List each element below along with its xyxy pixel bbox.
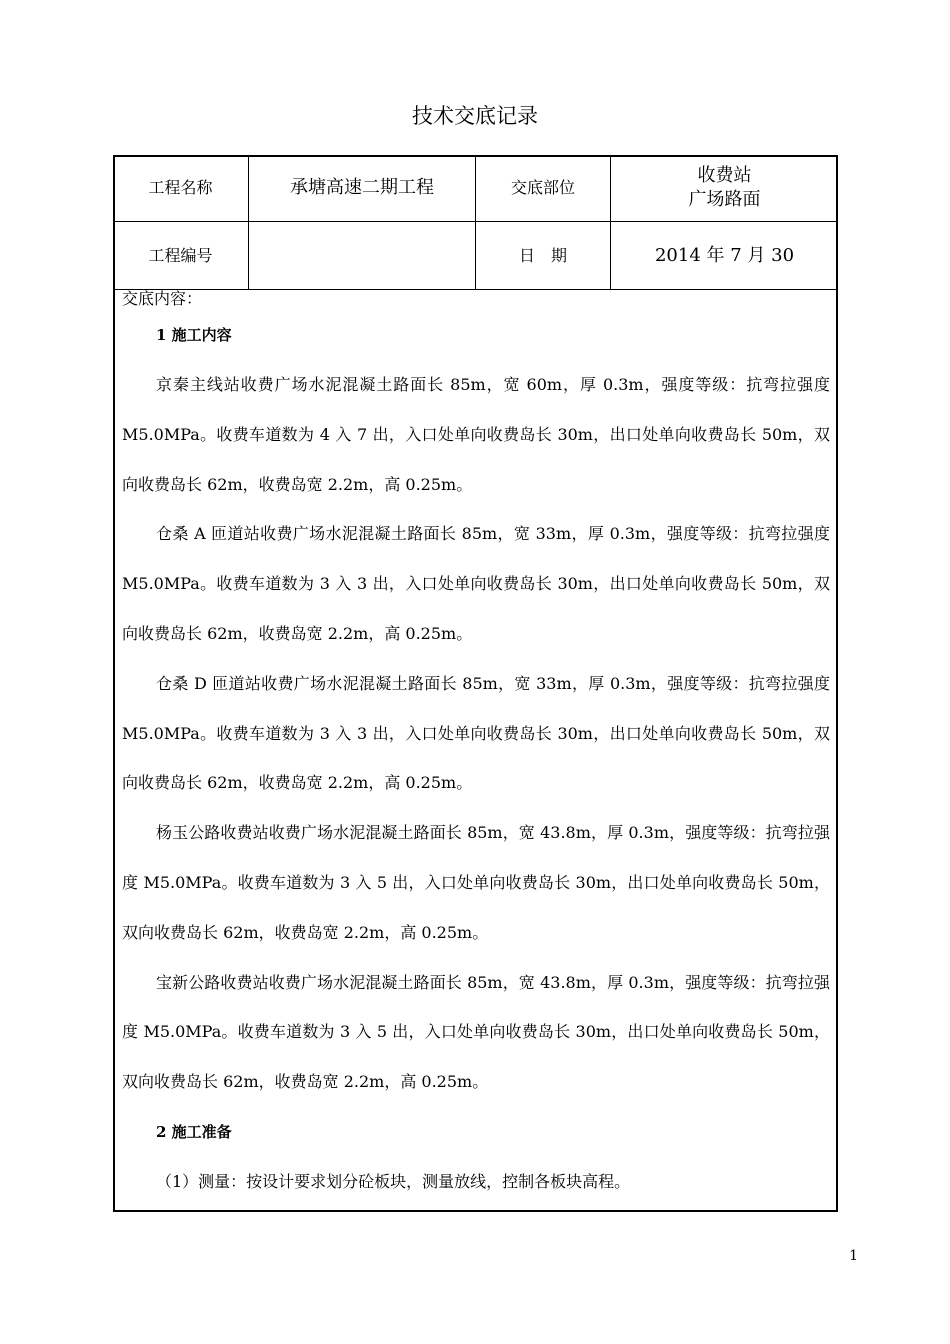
content-label: 交底内容： [122,289,203,308]
paragraph: 仓桑 A 匝道站收费广场水泥混凝土路面长 85m，宽 33m，厚 0.3m，强度等级：抗弯拉强度 M5.0MPa。收费车道数为 3 入 3 出，入口处单向收费岛长 30m，出口处单向收费岛长 50m，双向收费岛长 62m，收费岛宽 2.2m，高 0.25m。 [122,524,830,643]
project-name-value: 承塘高速二期工程 [290,177,434,198]
project-no-value [249,222,475,289]
list-item: （1）测量：按设计要求划分砼板块，测量放线，控制各板块高程。 [156,1171,631,1191]
section-heading: 2 施工准备 [156,1122,232,1141]
document-title: 技术交底记录 [412,104,538,128]
paragraph: 仓桑 D 匝道站收费广场水泥混凝土路面长 85m，宽 33m，厚 0.3m，强度等级：抗弯拉强度 M5.0MPa。收费车道数为 3 入 3 出，入口处单向收费岛长 30m，出口处单向收费岛长 50m，双向收费岛长 62m，收费岛宽 2.2m，高 0.25m。 [122,673,830,793]
paragraph: 宝新公路收费站收费广场水泥混凝土路面长 85m，宽 43.8m，厚 0.3m，强度等级：抗弯拉强度 M5.0MPa。收费车道数为 3 入 5 出，入口处单向收费岛长 30m，出口处单向收费岛长 50m，双向收费岛长 62m，收费岛宽 2.2m，高 0.25m。 [122,972,830,1092]
date-value: 2014 年 7 月 30 [654,244,795,266]
page-number: 1 [849,1248,858,1264]
location-value-line2: 广场路面 [688,189,761,210]
project-name-label: 工程名称 [148,178,213,197]
section-heading: 1 施工内容 [156,326,232,344]
paragraph: 杨玉公路收费站收费广场水泥混凝土路面长 85m，宽 43.8m，厚 0.3m，强度等级：抗弯拉强度 M5.0MPa。收费车道数为 3 入 5 出，入口处单向收费岛长 30m，出口处单向收费岛长 50m，双向收费岛长 62m，收费岛宽 2.2m，高 0.25m。 [122,823,830,942]
location-value [611,155,838,221]
paragraph: 京秦主线站收费广场水泥混凝土路面长 85m，宽 60m，厚 0.3m，强度等级：抗弯拉强度 M5.0MPa。收费车道数为 4 入 7 出，入口处单向收费岛长 30m，出口处单向收费岛长 50m，双向收费岛长 62m，收费岛宽 2.2m，高 0.25m。 [122,375,830,494]
location-label: 交底部位 [510,178,575,197]
date-label: 日 期 [518,245,567,265]
location-value-line1: 收费站 [697,165,752,186]
briefing-content [122,288,830,1207]
project-no-label: 工程编号 [148,245,213,265]
